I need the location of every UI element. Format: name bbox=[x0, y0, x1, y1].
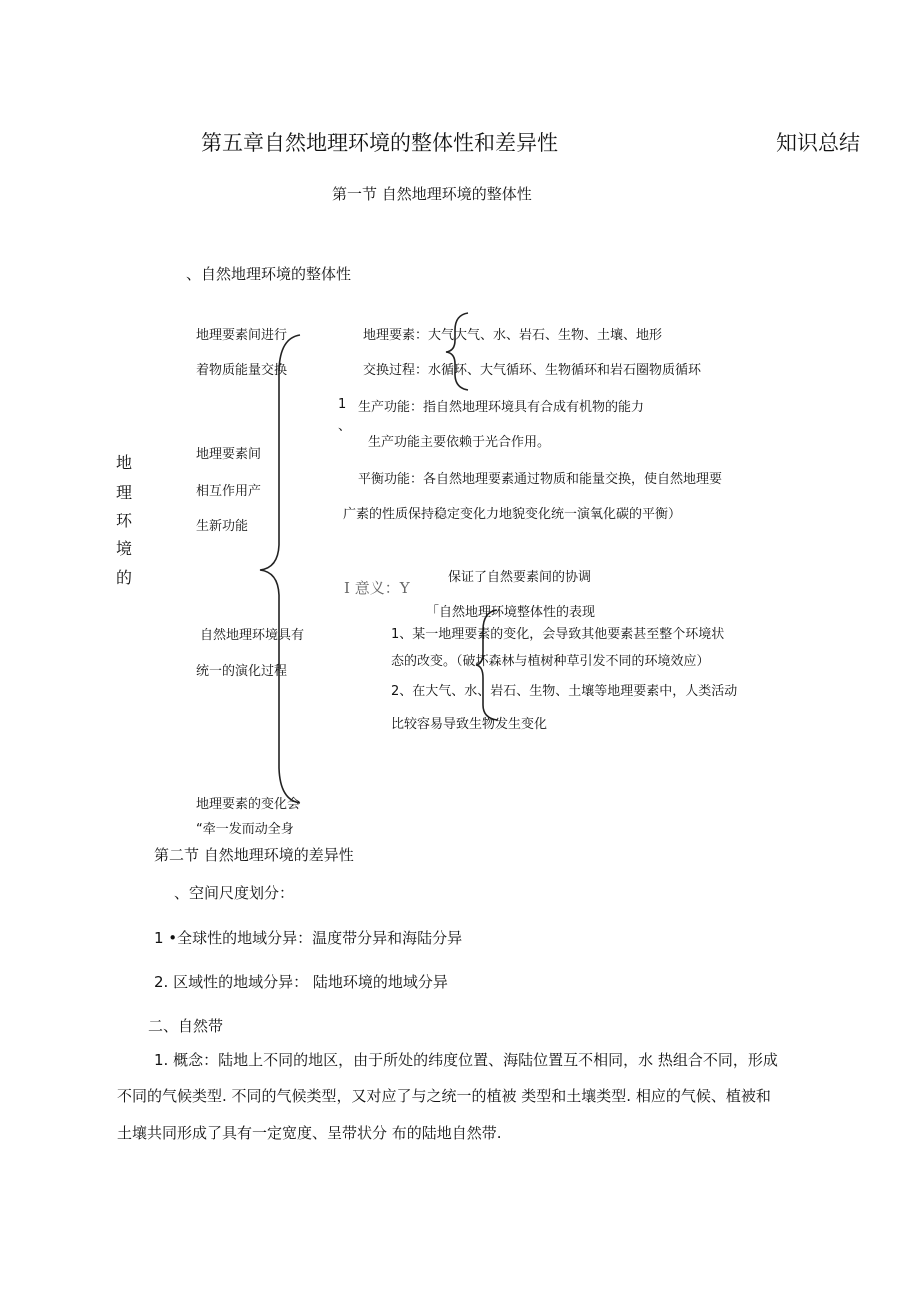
expression-1-line1: 1、某一地理要素的变化，会导致其他要素甚至整个环境状 bbox=[391, 627, 725, 642]
process-line: 交换过程：水循环、大气循环、生物循环和岩石圈物质循环 bbox=[363, 363, 702, 378]
interact-label-line1: 地理要素间 bbox=[196, 447, 262, 462]
expression-2-line2: 比较容易导致生物发生变化 bbox=[391, 717, 548, 732]
chain-label-line2: “牵一发而动全身 bbox=[196, 822, 294, 837]
section-1-title: 第一节 自然地理环境的整体性 bbox=[332, 185, 532, 203]
expression-2-line1: 2、在大气、水、岩石、生物、土壤等地理要素中，人类活动 bbox=[391, 684, 738, 699]
small-brace-top bbox=[446, 313, 468, 390]
global-differentiation: 1 •全球性的地域分异：温度带分异和海陆分异 bbox=[154, 929, 463, 947]
vertical-char: 环 bbox=[116, 511, 133, 530]
exchange-label-line2: 着物质能量交换 bbox=[196, 363, 288, 378]
function-number-dot: 、 bbox=[338, 419, 352, 434]
function-number: 1 bbox=[338, 397, 347, 412]
large-brace bbox=[260, 335, 300, 803]
scale-heading: 、空间尺度划分： bbox=[174, 884, 295, 902]
vertical-char: 的 bbox=[116, 568, 133, 587]
chapter-title: 第五章自然地理环境的整体性和差异性 bbox=[201, 131, 558, 155]
vertical-char: 境 bbox=[116, 539, 133, 558]
expression-1-line2: 态的改变。（破坏森林与植树种草引发不同的环境效应） bbox=[391, 654, 710, 669]
exchange-label-line1: 地理要素间进行 bbox=[196, 328, 288, 343]
section-1-heading: 、自然地理环境的整体性 bbox=[186, 265, 352, 283]
balance-function-line2: 广素的性质保持稳定变化力地貌变化统一演氧化碳的平衡） bbox=[343, 507, 682, 522]
meaning-label: I 意义：Y bbox=[344, 579, 410, 597]
production-note: 生产功能主要依赖于光合作用。 bbox=[368, 435, 551, 450]
concept-line2: 不同的气候类型. 不同的气候类型，又对应了与之统一的植被 类型和土壤类型. 相应的气候、植被和 bbox=[117, 1087, 771, 1105]
evolve-label-line2: 统一的演化过程 bbox=[196, 664, 288, 679]
chain-label-line1: 地理要素的变化会 bbox=[196, 797, 301, 812]
summary-label: 知识总结 bbox=[776, 131, 860, 155]
vertical-char: 理 bbox=[116, 483, 133, 502]
meaning-text: 保证了自然要素间的协调 bbox=[448, 570, 592, 585]
production-function: 生产功能：指自然地理环境具有合成有机物的能力 bbox=[358, 400, 645, 415]
evolve-label-line1: 自然地理环境具有 bbox=[200, 628, 305, 643]
interact-label-line2: 相互作用产 bbox=[196, 484, 262, 499]
interact-label-line3: 生新功能 bbox=[196, 519, 249, 534]
vertical-char: 地 bbox=[116, 453, 133, 472]
concept-line1: 1. 概念：陆地上不同的地区，由于所处的纬度位置、海陆位置互不相同，水 热组合不同，形成 bbox=[154, 1051, 778, 1069]
concept-line3: 土壤共同形成了具有一定宽度、呈带状分 布的陆地自然带. bbox=[117, 1124, 502, 1142]
regional-differentiation: 2. 区域性的地域分异： 陆地环境的地域分异 bbox=[154, 973, 448, 991]
section-2-title: 第二节 自然地理环境的差异性 bbox=[154, 846, 354, 864]
balance-function-line1: 平衡功能：各自然地理要素通过物质和能量交换，使自然地理要 bbox=[358, 472, 723, 487]
expression-title: 「自然地理环境整体性的表现 bbox=[426, 605, 596, 620]
natural-zone-heading: 二、自然带 bbox=[148, 1017, 224, 1035]
elements-line: 地理要素：大气大气、水、岩石、生物、土壤、地形 bbox=[363, 328, 663, 343]
